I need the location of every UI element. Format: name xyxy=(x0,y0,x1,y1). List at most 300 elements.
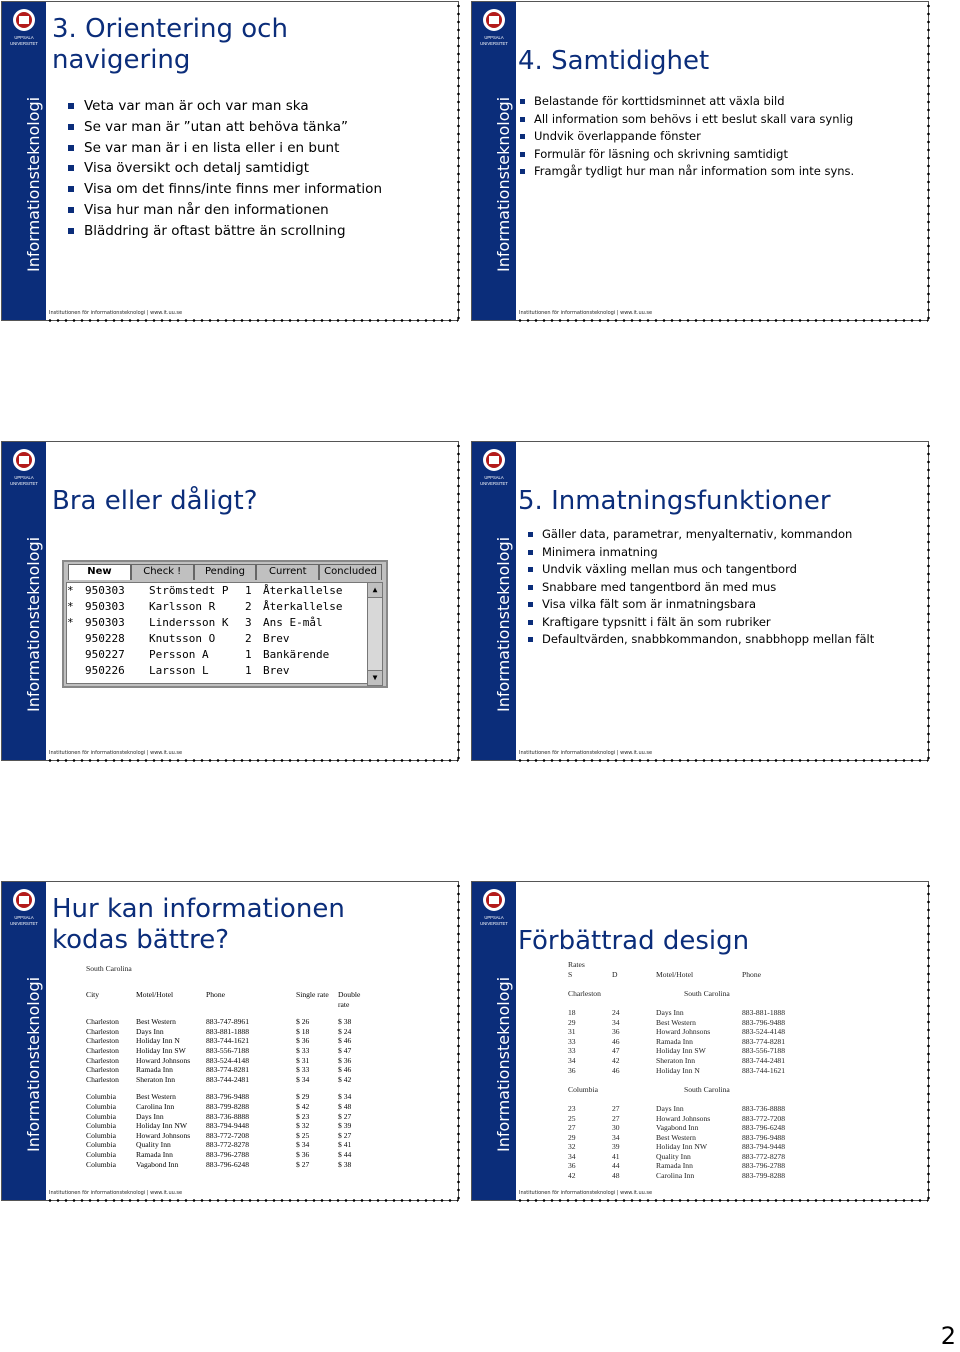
table-cell: Holiday Inn SW xyxy=(136,1045,186,1055)
tab-new[interactable]: New xyxy=(68,564,131,580)
university-logo-icon xyxy=(477,6,511,50)
list-cell xyxy=(67,631,85,647)
table-cell: 883-799-8288 xyxy=(742,1171,786,1181)
table-row xyxy=(568,1171,798,1181)
sidebar-label: Informationsteknologi xyxy=(24,536,43,712)
bullet-item: Bläddring är oftast bättre än scrollning xyxy=(66,221,382,242)
table-row xyxy=(568,1133,798,1143)
list-cell: Bankärende xyxy=(263,648,330,661)
list-cell: 2 xyxy=(245,600,252,613)
table-cell: 883-794-9448 xyxy=(206,1121,250,1131)
dotted-border-bottom xyxy=(46,758,458,763)
list-cell: Knutsson O xyxy=(149,632,216,645)
table-cell: Sheraton Inn xyxy=(656,1055,696,1065)
table-cell: Charleston xyxy=(86,1074,119,1084)
table-cell: 27 xyxy=(612,1113,620,1123)
table-row xyxy=(568,1161,798,1171)
table-row xyxy=(86,1150,368,1160)
table-cell: Vagabond Inn xyxy=(136,1159,179,1169)
table-row xyxy=(568,1152,798,1162)
table-cell: Best Western xyxy=(136,1017,176,1027)
slide-sidebar xyxy=(472,442,516,760)
bullet-item: Visa hur man når den informationen xyxy=(66,200,382,221)
slide-forbattrad-design xyxy=(471,881,929,1201)
slide-title: Hur kan informationen kodas bättre? xyxy=(52,894,345,955)
list-cell: * xyxy=(67,600,74,613)
slide-bra-eller-daligt xyxy=(1,441,459,761)
slide-title: 3. Orientering och navigering xyxy=(52,14,288,75)
dotted-border-right xyxy=(926,442,931,760)
slide-footer: Institutionen för informationsteknologi | www.it.uu.se xyxy=(49,1190,183,1196)
dotted-border-right xyxy=(456,2,461,320)
table-cell: 883-556-7188 xyxy=(742,1046,786,1056)
slide-footer: Institutionen för informationsteknologi | www.it.uu.se xyxy=(519,310,653,316)
bullet-list xyxy=(66,96,382,242)
table-cell: $ 33 xyxy=(296,1045,310,1055)
list-item[interactable] xyxy=(67,615,367,631)
list-item[interactable] xyxy=(67,599,367,615)
city-header xyxy=(568,989,798,999)
table-row xyxy=(86,1112,368,1122)
table-cell: Ramada Inn xyxy=(136,1149,173,1159)
sidebar-label: Informationsteknologi xyxy=(494,976,513,1152)
table-cell: 36 xyxy=(612,1027,620,1037)
slide-footer: Institutionen för informationsteknologi | www.it.uu.se xyxy=(519,1190,653,1196)
table-cell: Columbia xyxy=(86,1149,116,1159)
table-cell: $ 34 xyxy=(338,1092,352,1102)
svg-text:UPPSALA: UPPSALA xyxy=(484,915,504,920)
table-cell: Carolina Inn xyxy=(656,1171,695,1181)
list-cell: Persson A xyxy=(149,648,209,661)
table-row xyxy=(568,1046,798,1056)
table-cell: D xyxy=(612,969,618,979)
list-cell: 1 xyxy=(245,584,252,597)
university-logo-icon xyxy=(7,446,41,490)
table-row xyxy=(568,1114,798,1124)
dotted-border-right xyxy=(926,2,931,320)
slide-sidebar xyxy=(2,882,46,1200)
table-cell: Best Western xyxy=(136,1092,176,1102)
table-row xyxy=(568,1142,798,1152)
table-cell: 883-772-8278 xyxy=(742,1151,786,1161)
table-cell: Charleston xyxy=(568,988,601,998)
table-cell: $ 31 xyxy=(296,1055,310,1065)
table-cell: $ 41 xyxy=(338,1140,352,1150)
table-header-row xyxy=(568,970,798,980)
table-cell: 27 xyxy=(568,1123,576,1133)
table-cell: $ 38 xyxy=(338,1017,352,1027)
table-cell: Carolina Inn xyxy=(136,1101,175,1111)
table-row xyxy=(86,1065,368,1075)
table-cell: 883-774-8281 xyxy=(206,1065,250,1075)
table-cell: Days Inn xyxy=(656,1103,684,1113)
table-cell: 883-796-9488 xyxy=(742,1017,786,1027)
table-row xyxy=(86,1075,368,1085)
table-cell: 34 xyxy=(612,1017,620,1027)
table-cell: 30 xyxy=(612,1123,620,1133)
list-cell: 950228 xyxy=(85,632,125,645)
table-cell: $ 27 xyxy=(338,1130,352,1140)
bullet-item: Kraftigare typsnitt i fält än som rubriker xyxy=(526,614,876,632)
table-cell: 883-799-8288 xyxy=(206,1101,250,1111)
list-cell: Brev xyxy=(263,632,290,645)
table-cell: 31 xyxy=(568,1027,576,1037)
list-cell: 950226 xyxy=(85,664,125,677)
table-cell: 44 xyxy=(612,1161,620,1171)
table-row xyxy=(568,1018,798,1028)
table-cell: $ 38 xyxy=(338,1159,352,1169)
slide-inmatningsfunktioner xyxy=(471,441,929,761)
bullet-item: Defaultvärden, snabbkommandon, snabbhopp mellan fält xyxy=(526,631,876,649)
svg-text:UPPSALA: UPPSALA xyxy=(14,475,34,480)
table-cell: Columbia xyxy=(86,1130,116,1140)
dotted-border-bottom xyxy=(46,318,458,323)
slide-kodas-battre xyxy=(1,881,459,1201)
dotted-border-bottom xyxy=(516,758,928,763)
svg-text:UPPSALA: UPPSALA xyxy=(14,35,34,40)
table-cell: Charleston xyxy=(86,1055,119,1065)
table-cell: Charleston xyxy=(86,1017,119,1027)
table-cell: 883-772-7208 xyxy=(206,1130,250,1140)
svg-text:UNIVERSITET: UNIVERSITET xyxy=(10,481,38,486)
table-cell: $ 32 xyxy=(296,1121,310,1131)
table-cell: Phone xyxy=(206,990,225,999)
table-state-label: South Carolina xyxy=(86,964,132,973)
slide-title: 4. Samtidighet xyxy=(518,46,710,76)
table-cell: 34 xyxy=(612,1132,620,1142)
table-cell: 29 xyxy=(568,1017,576,1027)
dotted-border-bottom xyxy=(516,1198,928,1203)
table-cell: 883-736-8888 xyxy=(206,1111,250,1121)
table-cell: 883-796-6248 xyxy=(742,1123,786,1133)
bullet-item: Undvik växling mellan mus och tangentbord xyxy=(526,561,876,579)
sidebar-label: Informationsteknologi xyxy=(24,96,43,272)
table-cell: $ 39 xyxy=(338,1121,352,1131)
table-cell: 883-796-9488 xyxy=(206,1092,250,1102)
bullet-item: Se var man är i en lista eller i en bunt xyxy=(66,138,382,159)
table-cell: Days Inn xyxy=(136,1026,164,1036)
table-cell: $ 24 xyxy=(338,1026,352,1036)
list-cell: Lindersson K xyxy=(149,616,229,629)
table-cell: 34 xyxy=(568,1055,576,1065)
table-row xyxy=(568,1056,798,1066)
slide-samtidighet xyxy=(471,1,929,321)
table-cell: Rates xyxy=(568,960,585,969)
table-cell: 48 xyxy=(612,1171,620,1181)
table-row xyxy=(568,1123,798,1133)
table-header-row xyxy=(86,990,368,1009)
table-cell: Days Inn xyxy=(656,1007,684,1017)
table-cell: Days Inn xyxy=(136,1111,164,1121)
dotted-border-right xyxy=(456,882,461,1200)
table-row xyxy=(568,1027,798,1037)
bullet-item: Visa översikt och detalj samtidigt xyxy=(66,158,382,179)
slide-sidebar xyxy=(2,2,46,320)
svg-text:UPPSALA: UPPSALA xyxy=(484,35,504,40)
table-cell: 883-881-1888 xyxy=(742,1007,786,1017)
slide-sidebar xyxy=(2,442,46,760)
table-cell: $ 23 xyxy=(296,1111,310,1121)
bullet-list xyxy=(518,93,868,181)
slide-orientering xyxy=(1,1,459,321)
table-cell: Charleston xyxy=(86,1026,119,1036)
table-cell: Howard Johnsons xyxy=(656,1027,711,1037)
list-cell: Brev xyxy=(263,664,290,677)
table-cell: Charleston xyxy=(86,1045,119,1055)
list-cell: Återkallelse xyxy=(263,600,343,613)
table-row xyxy=(86,1102,368,1112)
bullet-item: Visa vilka fält som är inmatningsbara xyxy=(526,596,876,614)
table-cell: 25 xyxy=(568,1113,576,1123)
table-cell: Motel/Hotel xyxy=(656,969,694,979)
table-cell: $ 34 xyxy=(296,1140,310,1150)
table-cell: 34 xyxy=(568,1151,576,1161)
table-cell: Ramada Inn xyxy=(656,1161,693,1171)
table-cell: Holiday Inn N xyxy=(136,1036,180,1046)
slide-footer: Institutionen för informationsteknologi | www.it.uu.se xyxy=(49,750,183,756)
table-row xyxy=(568,1008,798,1018)
slide-sidebar xyxy=(472,882,516,1200)
table-cell: 32 xyxy=(568,1142,576,1152)
table-cell: Columbia xyxy=(568,1084,598,1094)
table-cell: 23 xyxy=(568,1103,576,1113)
table-cell: 883-744-2481 xyxy=(742,1055,786,1065)
table-cell: Columbia xyxy=(86,1092,116,1102)
list-cell: * xyxy=(67,584,74,597)
table-cell: 36 xyxy=(568,1161,576,1171)
table-cell: $ 33 xyxy=(296,1065,310,1075)
scroll-down-icon[interactable]: ▼ xyxy=(368,670,382,685)
table-row xyxy=(86,1046,368,1056)
hotel-table-improved xyxy=(568,960,798,1181)
table-cell: Best Western xyxy=(656,1017,696,1027)
svg-text:UNIVERSITET: UNIVERSITET xyxy=(480,481,508,486)
tab-pending[interactable]: Pending xyxy=(194,564,257,580)
table-cell: 883-524-4148 xyxy=(742,1027,786,1037)
table-cell: $ 42 xyxy=(338,1074,352,1084)
tab-concluded[interactable]: Concluded xyxy=(319,564,382,580)
list-window-screenshot xyxy=(62,560,388,688)
list-cell: 950303 xyxy=(85,584,125,597)
scroll-up-icon[interactable]: ▲ xyxy=(368,583,382,598)
bullet-item: Undvik överlappande fönster xyxy=(518,128,868,146)
slide-sidebar xyxy=(472,2,516,320)
table-cell: Motel/Hotel xyxy=(136,990,174,999)
table-cell: Vagabond Inn xyxy=(656,1123,699,1133)
table-row xyxy=(568,1066,798,1076)
university-logo-icon xyxy=(7,6,41,50)
table-cell: Charleston xyxy=(86,1065,119,1075)
table-row xyxy=(86,1092,368,1102)
table-cell: 883-747-8961 xyxy=(206,1017,250,1027)
table-cell: Holiday Inn SW xyxy=(656,1046,706,1056)
table-cell: $ 27 xyxy=(338,1111,352,1121)
table-cell: $ 29 xyxy=(296,1092,310,1102)
table-row xyxy=(86,1027,368,1037)
table-cell: 42 xyxy=(568,1171,576,1181)
page-number: 2 xyxy=(940,1322,956,1350)
svg-text:UPPSALA: UPPSALA xyxy=(14,915,34,920)
scrollbar[interactable] xyxy=(367,582,383,686)
table-cell: Quality Inn xyxy=(136,1140,171,1150)
list-cell xyxy=(67,663,85,679)
list-cell: 1 xyxy=(245,664,252,677)
city-header xyxy=(568,1085,798,1095)
table-cell: 39 xyxy=(612,1142,620,1152)
list-cell: 950227 xyxy=(85,648,125,661)
bullet-item: Se var man är ”utan att behöva tänka” xyxy=(66,117,382,138)
table-cell: $ 27 xyxy=(296,1159,310,1169)
list-cell: Återkallelse xyxy=(263,584,343,597)
svg-text:UNIVERSITET: UNIVERSITET xyxy=(480,921,508,926)
table-cell: 883-796-9488 xyxy=(742,1132,786,1142)
dotted-border-right xyxy=(926,882,931,1200)
bullet-list xyxy=(526,526,876,649)
table-cell: 27 xyxy=(612,1103,620,1113)
slide-footer: Institutionen för informationsteknologi | www.it.uu.se xyxy=(519,750,653,756)
bullet-item: All information som behövs i ett beslut skall vara synlig xyxy=(518,111,868,129)
tab-current[interactable]: Current xyxy=(256,564,319,580)
table-row xyxy=(86,1121,368,1131)
table-cell: 883-794-9448 xyxy=(742,1142,786,1152)
list-cell: 950303 xyxy=(85,616,125,629)
bullet-item: Veta var man är och var man ska xyxy=(66,96,382,117)
list-item[interactable] xyxy=(67,663,367,679)
table-cell: 42 xyxy=(612,1055,620,1065)
table-cell: 883-772-7208 xyxy=(742,1113,786,1123)
table-row xyxy=(86,1140,368,1150)
table-row xyxy=(568,1104,798,1114)
table-cell: $ 42 xyxy=(296,1101,310,1111)
table-cell: 883-772-8278 xyxy=(206,1140,250,1150)
table-cell: 33 xyxy=(568,1046,576,1056)
table-cell: 883-796-2788 xyxy=(742,1161,786,1171)
table-cell: $ 47 xyxy=(338,1045,352,1055)
table-cell: Howard Johnsons xyxy=(656,1113,711,1123)
table-cell: $ 36 xyxy=(296,1036,310,1046)
table-cell: City xyxy=(86,990,100,999)
slide-title: Förbättrad design xyxy=(518,926,750,956)
slide-footer: Institutionen för informationsteknologi | www.it.uu.se xyxy=(49,310,183,316)
list-item[interactable] xyxy=(67,631,367,647)
list-item[interactable] xyxy=(67,583,367,599)
table-cell: 47 xyxy=(612,1046,620,1056)
table-cell: 46 xyxy=(612,1065,620,1075)
table-cell: 883-744-2481 xyxy=(206,1074,250,1084)
table-cell: Columbia xyxy=(86,1121,116,1131)
svg-text:UNIVERSITET: UNIVERSITET xyxy=(480,41,508,46)
table-row xyxy=(568,1037,798,1047)
university-logo-icon xyxy=(477,886,511,930)
svg-text:UNIVERSITET: UNIVERSITET xyxy=(10,41,38,46)
table-cell: Holiday Inn N xyxy=(656,1065,700,1075)
list-cell: Strömstedt P xyxy=(149,584,229,597)
bullet-item: Formulär för läsning och skrivning samtidigt xyxy=(518,146,868,164)
list-cell: * xyxy=(67,616,74,629)
table-cell: Best Western xyxy=(656,1132,696,1142)
table-cell: Holiday Inn NW xyxy=(656,1142,708,1152)
slide-title: Bra eller dåligt? xyxy=(52,486,258,516)
list-cell: 1 xyxy=(245,648,252,661)
bullet-item: Framgår tydligt hur man når information som inte syns. xyxy=(518,163,868,181)
table-cell: Columbia xyxy=(86,1111,116,1121)
table-cell: Columbia xyxy=(86,1140,116,1150)
list-cell xyxy=(67,647,85,663)
table-row xyxy=(86,1056,368,1066)
table-cell: $ 44 xyxy=(338,1149,352,1159)
table-cell: 883-744-1621 xyxy=(206,1036,250,1046)
list-cell: Ans E-mål xyxy=(263,616,323,629)
table-cell: 883-796-2788 xyxy=(206,1149,250,1159)
table-cell: $ 46 xyxy=(338,1036,352,1046)
table-cell: $ 34 xyxy=(296,1074,310,1084)
list-cell: Larsson L xyxy=(149,664,209,677)
table-cell: $ 48 xyxy=(338,1101,352,1111)
university-logo-icon xyxy=(477,446,511,490)
table-cell: 883-796-6248 xyxy=(206,1159,250,1169)
bullet-item: Visa om det finns/inte finns mer information xyxy=(66,179,382,200)
table-row xyxy=(86,1160,368,1170)
table-cell: $ 26 xyxy=(296,1017,310,1027)
list-cell: 2 xyxy=(245,632,252,645)
university-logo-icon xyxy=(7,886,41,930)
table-cell: 24 xyxy=(612,1007,620,1017)
table-cell: Howard Johnsons xyxy=(136,1055,191,1065)
table-cell: Sheraton Inn xyxy=(136,1074,176,1084)
table-cell: Ramada Inn xyxy=(136,1065,173,1075)
list-cell: 950303 xyxy=(85,600,125,613)
table-cell: Phone xyxy=(742,969,761,979)
table-cell: 883-744-1621 xyxy=(742,1065,786,1075)
bullet-item: Belastande för korttidsminnet att växla bild xyxy=(518,93,868,111)
table-cell: 36 xyxy=(568,1065,576,1075)
svg-text:UNIVERSITET: UNIVERSITET xyxy=(10,921,38,926)
table-cell: Howard Johnsons xyxy=(136,1130,191,1140)
tab-check[interactable]: Check ! xyxy=(131,564,194,580)
list-item[interactable] xyxy=(67,647,367,663)
table-cell: 29 xyxy=(568,1132,576,1142)
table-cell: $ 18 xyxy=(296,1026,310,1036)
bullet-item: Snabbare med tangentbord än med mus xyxy=(526,579,876,597)
table-cell: Single rate xyxy=(296,990,329,999)
table-cell: $ 25 xyxy=(296,1130,310,1140)
table-cell: 33 xyxy=(568,1036,576,1046)
table-cell: $ 36 xyxy=(338,1055,352,1065)
table-cell: Columbia xyxy=(86,1101,116,1111)
table-cell: Double rate xyxy=(338,990,361,1009)
dotted-border-bottom xyxy=(516,318,928,323)
table-cell: South Carolina xyxy=(684,988,730,998)
bullet-item: Minimera inmatning xyxy=(526,544,876,562)
table-cell: Holiday Inn NW xyxy=(136,1121,188,1131)
table-cell: S xyxy=(568,969,573,979)
dotted-border-right xyxy=(456,442,461,760)
table-cell: $ 36 xyxy=(296,1149,310,1159)
hotel-table xyxy=(86,990,368,1169)
table-cell: 18 xyxy=(568,1007,576,1017)
table-row xyxy=(86,1017,368,1027)
list-cell: 3 xyxy=(245,616,252,629)
table-row xyxy=(86,1036,368,1046)
table-cell: 46 xyxy=(612,1036,620,1046)
table-cell: Columbia xyxy=(86,1159,116,1169)
table-row xyxy=(86,1131,368,1141)
table-cell: 883-736-8888 xyxy=(742,1103,786,1113)
slide-title: 5. Inmatningsfunktioner xyxy=(518,486,831,516)
list-cell: Karlsson R xyxy=(149,600,216,613)
sidebar-label: Informationsteknologi xyxy=(494,536,513,712)
table-cell: $ 46 xyxy=(338,1065,352,1075)
